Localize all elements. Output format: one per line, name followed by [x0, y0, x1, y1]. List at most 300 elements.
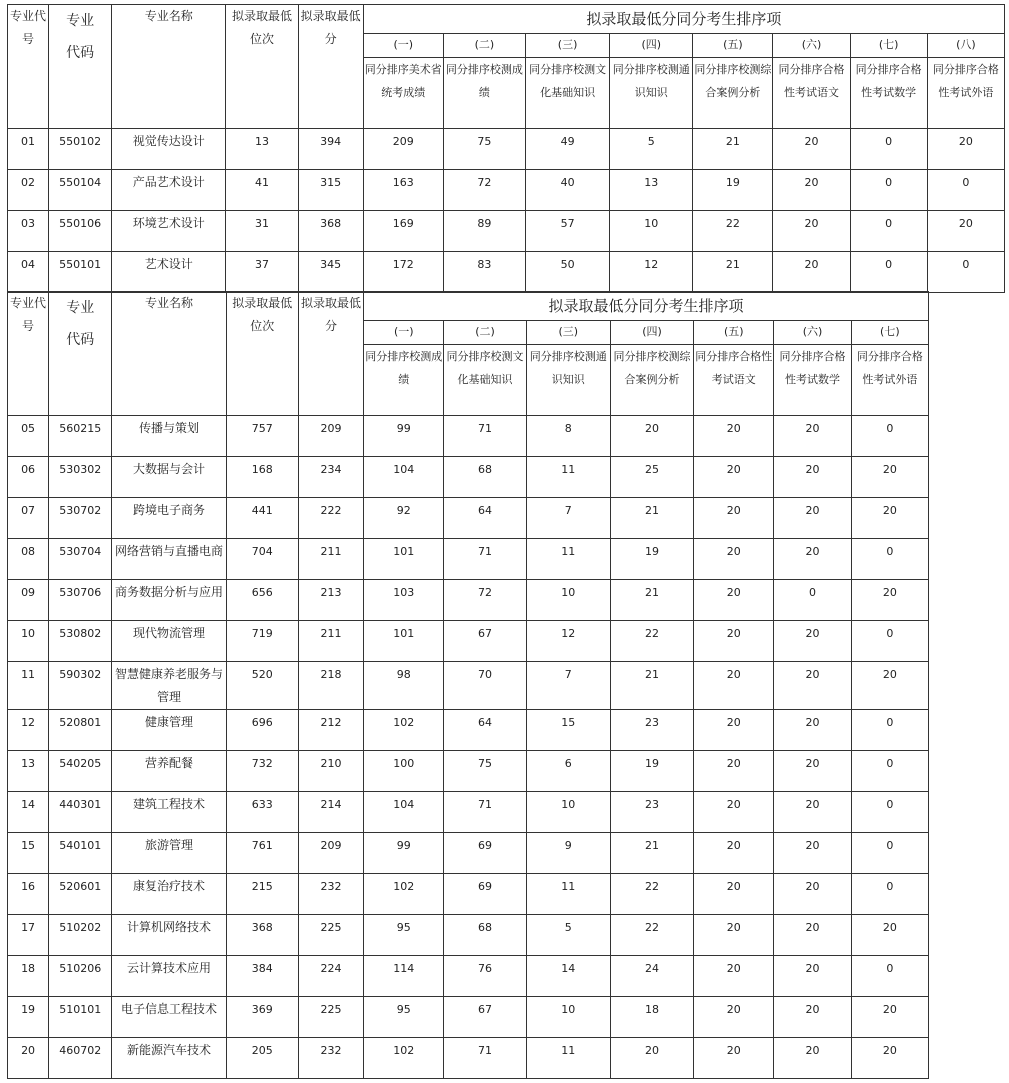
cell-value: 71: [444, 1038, 526, 1079]
header-group-title: 拟录取最低分同分考生排序项: [363, 5, 1004, 34]
cell-value: 0: [850, 211, 927, 252]
cell-major-name: 建筑工程技术: [112, 792, 226, 833]
cell-value: 92: [364, 498, 444, 539]
cell-value: 345: [298, 252, 363, 293]
cell-value: 20: [774, 792, 851, 833]
cell-value: 102: [364, 1038, 444, 1079]
table-row: [8, 211, 1005, 252]
table-row: [8, 170, 1005, 211]
cell-value: 21: [610, 498, 693, 539]
header-major-code: 专业 代码: [49, 5, 112, 129]
cell-value: 20: [851, 580, 928, 621]
cell-value: 0: [851, 751, 928, 792]
cell-value: 50: [526, 252, 610, 293]
cell-major-code: 460702: [49, 1038, 112, 1079]
cell-value: 100: [364, 751, 444, 792]
cell-value: 0: [851, 792, 928, 833]
cell-major-name: 商务数据分析与应用: [112, 580, 226, 621]
cell-value: 0: [774, 580, 851, 621]
cell-value: 212: [298, 710, 363, 751]
cell-value: 15: [526, 710, 610, 751]
cell-value: 20: [774, 457, 851, 498]
header-min-rank: 拟录取最低位次: [226, 292, 298, 416]
sub-item: 同分排序校测成绩: [364, 345, 444, 416]
cell-value: 8: [526, 416, 610, 457]
cell-value: 19: [610, 539, 693, 580]
cell-code: 04: [8, 252, 49, 293]
cell-major-name: 跨境电子商务: [112, 498, 226, 539]
cell-value: 0: [851, 956, 928, 997]
cell-value: 0: [850, 129, 927, 170]
cell-value: 10: [526, 580, 610, 621]
header-group-title: 拟录取最低分同分考生排序项: [364, 292, 929, 321]
table-row: [8, 416, 929, 457]
cell-code: 06: [8, 457, 49, 498]
cell-value: 20: [694, 457, 774, 498]
cell-value: 10: [610, 211, 693, 252]
cell-value: 169: [363, 211, 443, 252]
cell-code: 01: [8, 129, 49, 170]
header-min-score: 拟录取最低分: [298, 5, 363, 129]
cell-value: 0: [927, 170, 1004, 211]
cell-major-name: 现代物流管理: [112, 621, 226, 662]
cell-value: 20: [694, 539, 774, 580]
table-row: [8, 129, 1005, 170]
cell-major-code: 520801: [49, 710, 112, 751]
cell-major-name: 传播与策划: [112, 416, 226, 457]
cell-value: 20: [927, 211, 1004, 252]
cell-value: 104: [364, 792, 444, 833]
cell-value: 20: [694, 710, 774, 751]
cell-value: 104: [364, 457, 444, 498]
sub-item: 同分排序校测综合案例分析: [693, 58, 773, 129]
cell-value: 0: [927, 252, 1004, 293]
cell-major-code: 510101: [49, 997, 112, 1038]
table-row: [8, 710, 929, 751]
cell-value: 95: [364, 915, 444, 956]
cell-value: 20: [694, 751, 774, 792]
cell-value: 20: [851, 662, 928, 710]
cell-major-code: 550104: [49, 170, 112, 211]
cell-value: 11: [526, 874, 610, 915]
cell-value: 21: [610, 580, 693, 621]
cell-value: 20: [774, 833, 851, 874]
cell-value: 71: [444, 539, 526, 580]
cell-value: 95: [364, 997, 444, 1038]
cell-value: 23: [610, 792, 693, 833]
cell-value: 68: [444, 457, 526, 498]
cell-value: 20: [773, 129, 850, 170]
cell-value: 656: [226, 580, 298, 621]
cell-value: 172: [363, 252, 443, 293]
cell-code: 13: [8, 751, 49, 792]
cell-value: 214: [298, 792, 363, 833]
cell-value: 0: [851, 539, 928, 580]
cell-value: 704: [226, 539, 298, 580]
cell-value: 20: [610, 416, 693, 457]
cell-value: 210: [298, 751, 363, 792]
cell-value: 75: [443, 129, 525, 170]
cell-major-code: 530702: [49, 498, 112, 539]
cell-major-name: 云计算技术应用: [112, 956, 226, 997]
header-min-rank: 拟录取最低位次: [226, 5, 298, 129]
cell-value: 64: [444, 710, 526, 751]
cell-major-code: 550101: [49, 252, 112, 293]
sub-num: (一): [363, 34, 443, 58]
sub-item: 同分排序校测成绩: [443, 58, 525, 129]
cell-major-name: 健康管理: [112, 710, 226, 751]
cell-code: 15: [8, 833, 49, 874]
table-row: [8, 662, 929, 710]
cell-value: 6: [526, 751, 610, 792]
sub-num: (三): [526, 321, 610, 345]
cell-major-code: 510206: [49, 956, 112, 997]
sub-num: (四): [610, 321, 693, 345]
cell-value: 0: [850, 170, 927, 211]
cell-value: 20: [694, 915, 774, 956]
sub-item: 同分排序合格性考试数学: [850, 58, 927, 129]
cell-major-name: 环境艺术设计: [112, 211, 226, 252]
cell-value: 75: [444, 751, 526, 792]
cell-value: 102: [364, 874, 444, 915]
cell-code: 17: [8, 915, 49, 956]
cell-major-name: 旅游管理: [112, 833, 226, 874]
cell-code: 20: [8, 1038, 49, 1079]
cell-code: 12: [8, 710, 49, 751]
cell-value: 394: [298, 129, 363, 170]
header-code: 专业代号: [8, 292, 49, 416]
cell-value: 20: [694, 621, 774, 662]
cell-code: 19: [8, 997, 49, 1038]
cell-value: 168: [226, 457, 298, 498]
cell-value: 9: [526, 833, 610, 874]
cell-major-name: 智慧健康养老服务与管理: [112, 662, 226, 710]
cell-major-code: 530802: [49, 621, 112, 662]
cell-value: 224: [298, 956, 363, 997]
cell-value: 384: [226, 956, 298, 997]
cell-value: 20: [694, 997, 774, 1038]
cell-value: 20: [694, 498, 774, 539]
cell-value: 20: [774, 621, 851, 662]
cell-value: 20: [774, 997, 851, 1038]
cell-value: 20: [610, 1038, 693, 1079]
cell-value: 20: [851, 915, 928, 956]
sub-item: 同分排序合格性考试外语: [851, 345, 928, 416]
cell-value: 0: [851, 710, 928, 751]
cell-value: 232: [298, 1038, 363, 1079]
cell-value: 89: [443, 211, 525, 252]
cell-value: 209: [298, 416, 363, 457]
cell-value: 20: [851, 457, 928, 498]
sub-num: (六): [774, 321, 851, 345]
cell-value: 49: [526, 129, 610, 170]
cell-value: 5: [526, 915, 610, 956]
cell-major-code: 530706: [49, 580, 112, 621]
cell-value: 633: [226, 792, 298, 833]
cell-value: 21: [693, 252, 773, 293]
cell-code: 10: [8, 621, 49, 662]
cell-value: 101: [364, 621, 444, 662]
cell-value: 0: [851, 874, 928, 915]
cell-value: 20: [694, 956, 774, 997]
cell-code: 07: [8, 498, 49, 539]
table-row: [8, 915, 929, 956]
cell-major-name: 艺术设计: [112, 252, 226, 293]
cell-value: 37: [226, 252, 298, 293]
cell-major-code: 560215: [49, 416, 112, 457]
cell-value: 20: [694, 792, 774, 833]
cell-value: 732: [226, 751, 298, 792]
table-row: [8, 874, 929, 915]
cell-value: 101: [364, 539, 444, 580]
cell-value: 18: [610, 997, 693, 1038]
sub-num: (八): [927, 34, 1004, 58]
header-major-code: 专业 代码: [49, 292, 112, 416]
sub-item: 同分排序美术省统考成绩: [363, 58, 443, 129]
cell-value: 0: [851, 416, 928, 457]
cell-value: 368: [226, 915, 298, 956]
cell-value: 369: [226, 997, 298, 1038]
cell-value: 7: [526, 498, 610, 539]
table-row: [8, 457, 929, 498]
table-row: [8, 580, 929, 621]
cell-value: 67: [444, 621, 526, 662]
table-row: [8, 498, 929, 539]
sub-num: (五): [694, 321, 774, 345]
cell-value: 20: [851, 997, 928, 1038]
cell-value: 218: [298, 662, 363, 710]
cell-value: 10: [526, 792, 610, 833]
cell-value: 22: [693, 211, 773, 252]
cell-value: 21: [610, 833, 693, 874]
cell-value: 21: [610, 662, 693, 710]
cell-value: 20: [774, 539, 851, 580]
cell-value: 12: [526, 621, 610, 662]
cell-code: 14: [8, 792, 49, 833]
cell-code: 08: [8, 539, 49, 580]
header-major-name: 专业名称: [112, 292, 226, 416]
cell-value: 20: [774, 662, 851, 710]
cell-major-code: 530302: [49, 457, 112, 498]
cell-value: 20: [851, 1038, 928, 1079]
cell-code: 18: [8, 956, 49, 997]
cell-value: 211: [298, 539, 363, 580]
cell-value: 20: [774, 498, 851, 539]
cell-value: 103: [364, 580, 444, 621]
cell-code: 09: [8, 580, 49, 621]
cell-value: 102: [364, 710, 444, 751]
cell-major-code: 550102: [49, 129, 112, 170]
cell-value: 31: [226, 211, 298, 252]
cell-value: 69: [444, 874, 526, 915]
cell-major-name: 视觉传达设计: [112, 129, 226, 170]
sub-item: 同分排序校测通识知识: [610, 58, 693, 129]
cell-value: 0: [851, 621, 928, 662]
cell-value: 11: [526, 457, 610, 498]
cell-value: 20: [774, 874, 851, 915]
cell-major-name: 产品艺术设计: [112, 170, 226, 211]
cell-value: 20: [694, 833, 774, 874]
sub-item: 同分排序合格性考试语文: [773, 58, 850, 129]
table-row: [8, 252, 1005, 293]
cell-value: 441: [226, 498, 298, 539]
sub-item: 同分排序校测通识知识: [526, 345, 610, 416]
cell-value: 99: [364, 416, 444, 457]
cell-value: 209: [363, 129, 443, 170]
sub-num: (五): [693, 34, 773, 58]
cell-value: 761: [226, 833, 298, 874]
cell-code: 11: [8, 662, 49, 710]
cell-value: 21: [693, 129, 773, 170]
header-min-score: 拟录取最低分: [298, 292, 363, 416]
table-row: [8, 792, 929, 833]
cell-value: 72: [444, 580, 526, 621]
cell-major-name: 计算机网络技术: [112, 915, 226, 956]
sub-item: 同分排序校测综合案例分析: [610, 345, 693, 416]
cell-value: 25: [610, 457, 693, 498]
cell-value: 20: [774, 751, 851, 792]
cell-value: 19: [610, 751, 693, 792]
cell-value: 22: [610, 874, 693, 915]
cell-major-code: 510202: [49, 915, 112, 956]
cell-value: 69: [444, 833, 526, 874]
table-row: [8, 997, 929, 1038]
cell-value: 222: [298, 498, 363, 539]
sub-num: (二): [444, 321, 526, 345]
cell-value: 12: [610, 252, 693, 293]
cell-value: 57: [526, 211, 610, 252]
table-row: [8, 751, 929, 792]
cell-major-name: 康复治疗技术: [112, 874, 226, 915]
cell-value: 20: [694, 662, 774, 710]
cell-value: 13: [226, 129, 298, 170]
table-row: [8, 539, 929, 580]
cell-major-name: 电子信息工程技术: [112, 997, 226, 1038]
cell-value: 40: [526, 170, 610, 211]
cell-value: 20: [773, 211, 850, 252]
cell-value: 11: [526, 539, 610, 580]
cell-value: 99: [364, 833, 444, 874]
sub-item: 同分排序合格性考试外语: [927, 58, 1004, 129]
cell-value: 315: [298, 170, 363, 211]
cell-value: 13: [610, 170, 693, 211]
sub-item: 同分排序校测文化基础知识: [444, 345, 526, 416]
cell-value: 368: [298, 211, 363, 252]
cell-value: 76: [444, 956, 526, 997]
cell-value: 225: [298, 997, 363, 1038]
cell-value: 41: [226, 170, 298, 211]
cell-value: 20: [694, 1038, 774, 1079]
cell-value: 20: [774, 956, 851, 997]
cell-value: 68: [444, 915, 526, 956]
cell-code: 05: [8, 416, 49, 457]
sub-num: (七): [850, 34, 927, 58]
admission-table-art: [7, 4, 1005, 293]
cell-value: 225: [298, 915, 363, 956]
cell-value: 70: [444, 662, 526, 710]
cell-value: 20: [773, 252, 850, 293]
cell-value: 719: [226, 621, 298, 662]
cell-value: 22: [610, 915, 693, 956]
table-row: [8, 621, 929, 662]
cell-value: 215: [226, 874, 298, 915]
cell-major-name: 网络营销与直播电商: [112, 539, 226, 580]
sub-item: 同分排序校测文化基础知识: [526, 58, 610, 129]
cell-value: 20: [694, 416, 774, 457]
cell-value: 232: [298, 874, 363, 915]
cell-value: 205: [226, 1038, 298, 1079]
cell-value: 20: [694, 874, 774, 915]
cell-value: 20: [851, 498, 928, 539]
cell-value: 64: [444, 498, 526, 539]
cell-code: 03: [8, 211, 49, 252]
table-body: [8, 416, 929, 1079]
sub-item: 同分排序合格性考试语文: [694, 345, 774, 416]
cell-major-code: 540205: [49, 751, 112, 792]
cell-major-code: 590302: [49, 662, 112, 710]
cell-value: 20: [774, 915, 851, 956]
cell-value: 20: [694, 580, 774, 621]
cell-value: 163: [363, 170, 443, 211]
admission-table-general: [7, 291, 929, 1079]
cell-value: 11: [526, 1038, 610, 1079]
sub-num: (一): [364, 321, 444, 345]
cell-value: 67: [444, 997, 526, 1038]
cell-major-name: 新能源汽车技术: [112, 1038, 226, 1079]
cell-value: 20: [927, 129, 1004, 170]
cell-value: 20: [774, 710, 851, 751]
cell-value: 211: [298, 621, 363, 662]
cell-value: 71: [444, 792, 526, 833]
cell-value: 209: [298, 833, 363, 874]
cell-value: 24: [610, 956, 693, 997]
cell-value: 20: [773, 170, 850, 211]
cell-major-code: 550106: [49, 211, 112, 252]
cell-value: 22: [610, 621, 693, 662]
cell-value: 83: [443, 252, 525, 293]
table-body: [8, 129, 1005, 293]
cell-major-code: 520601: [49, 874, 112, 915]
cell-major-code: 540101: [49, 833, 112, 874]
cell-major-code: 530704: [49, 539, 112, 580]
header-major-name: 专业名称: [112, 5, 226, 129]
cell-value: 72: [443, 170, 525, 211]
cell-major-code: 440301: [49, 792, 112, 833]
cell-value: 71: [444, 416, 526, 457]
cell-value: 0: [850, 252, 927, 293]
table-row: [8, 833, 929, 874]
cell-value: 20: [774, 416, 851, 457]
cell-value: 757: [226, 416, 298, 457]
cell-major-name: 营养配餐: [112, 751, 226, 792]
cell-value: 234: [298, 457, 363, 498]
cell-code: 16: [8, 874, 49, 915]
sub-num: (六): [773, 34, 850, 58]
cell-code: 02: [8, 170, 49, 211]
sub-num: (四): [610, 34, 693, 58]
table-row: [8, 956, 929, 997]
sub-num: (七): [851, 321, 928, 345]
cell-major-name: 大数据与会计: [112, 457, 226, 498]
cell-value: 19: [693, 170, 773, 211]
table-row: [8, 1038, 929, 1079]
cell-value: 7: [526, 662, 610, 710]
cell-value: 5: [610, 129, 693, 170]
cell-value: 98: [364, 662, 444, 710]
cell-value: 0: [851, 833, 928, 874]
cell-value: 10: [526, 997, 610, 1038]
cell-value: 23: [610, 710, 693, 751]
